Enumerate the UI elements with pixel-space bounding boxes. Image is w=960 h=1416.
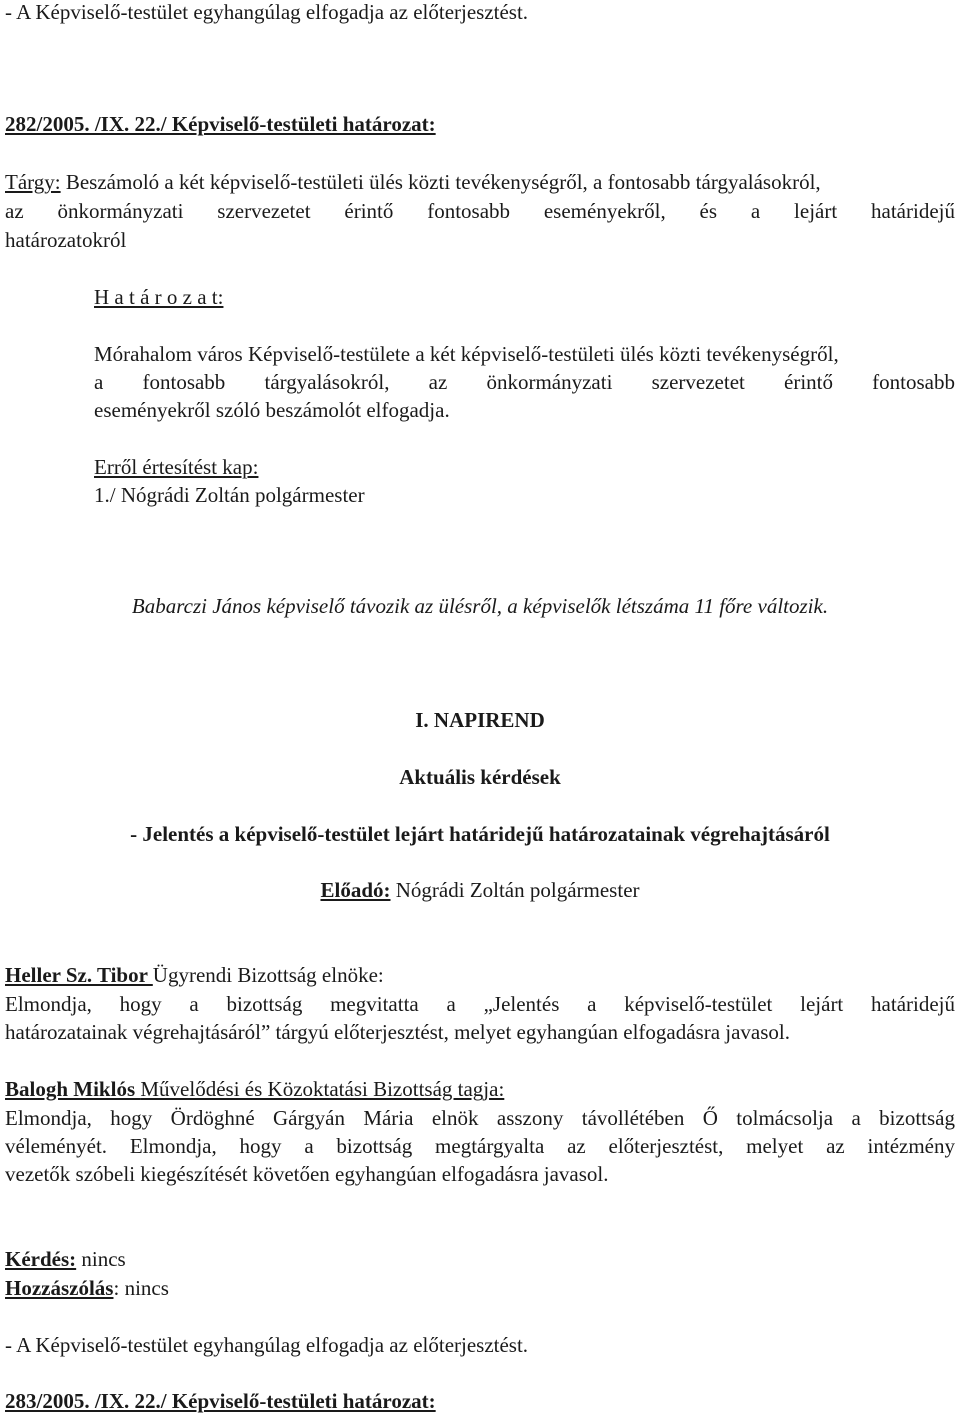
decision-body-line: a fontosabb tárgyalásokról, az önkormányzati szervezetet érintő fontosabb: [94, 370, 955, 394]
subject-line: az önkormányzati szervezetet érintő fontosabb eseményekről, és a lejárt határidejű: [5, 199, 955, 223]
speaker-text-line: vezetők szóbeli kiegészítését követően egyhangúan elfogadásra javasol.: [5, 1162, 609, 1186]
notify-item: 1./ Nógrádi Zoltán polgármester: [94, 483, 365, 507]
speaker-text-line: határozatainak végrehajtásáról” tárgyú előterjesztést, melyet egyhangúan elfogadásra javasol.: [5, 1020, 791, 1044]
presenter-name: Nógrádi Zoltán polgármester: [390, 878, 640, 902]
question-value: nincs: [76, 1247, 126, 1271]
speaker-heading: [5, 961, 955, 989]
agenda-topic: - Jelentés a képviselő-testület lejárt határidejű határozatainak végrehajtásáról: [130, 822, 830, 846]
resolution-number: 282/2005. /IX. 22./ Képviselő-testületi határozat:: [5, 112, 436, 136]
attendance-note: Babarczi János képviselő távozik az ülésről, a képviselők létszáma 11 főre változik.: [131, 594, 829, 618]
subject-label: Tárgy:: [5, 170, 61, 194]
speaker-name: Balogh Miklós: [5, 1077, 141, 1101]
speaker-role: Ügyrendi Bizottság elnöke:: [152, 963, 384, 987]
question-label: Kérdés:: [5, 1247, 77, 1271]
comment-line: [5, 1274, 955, 1302]
notify-label: Erről értesítést kap:: [94, 455, 259, 479]
presenter-label: Előadó:: [320, 878, 391, 902]
subject-text: Beszámoló a két képviselő-testületi ülés közti tevékenységről, a fontosabb tárgyalásokról,: [60, 170, 821, 194]
decision-label: H a t á r o z a t:: [94, 285, 224, 309]
speaker-name: Heller Sz. Tibor: [5, 963, 153, 987]
subject-line: határozatokról: [5, 228, 127, 252]
resolution-number: 283/2005. /IX. 22./ Képviselő-testületi határozat:: [5, 1389, 436, 1413]
agenda-heading: I. NAPIREND: [415, 708, 545, 732]
decision-statement: - A Képviselő-testület egyhangúlag elfogadja az előterjesztést.: [5, 0, 529, 24]
decision-statement: - A Képviselő-testület egyhangúlag elfogadja az előterjesztést.: [5, 1333, 529, 1357]
decision-body-line: eseményekről szóló beszámolót elfogadja.: [94, 398, 450, 422]
presenter-line: [0, 876, 960, 904]
speaker-role: Művelődési és Közoktatási Bizottság tagja:: [140, 1077, 505, 1101]
subject-line: [5, 168, 955, 196]
question-line: [5, 1245, 955, 1273]
speaker-text-line: Elmondja, hogy Ördöghné Gárgyán Mária elnök asszony távollétében Ő tolmácsolja a bizottság: [5, 1106, 955, 1130]
comment-value: : nincs: [113, 1276, 169, 1300]
speaker-heading: [5, 1075, 955, 1103]
speaker-text-line: véleményét. Elmondja, hogy a bizottság megtárgyalta az előterjesztést, melyet az intézmény: [5, 1134, 955, 1158]
agenda-subheading: Aktuális kérdések: [399, 765, 561, 789]
comment-label: Hozzászólás: [5, 1276, 114, 1300]
speaker-text-line: Elmondja, hogy a bizottság megvitatta a „Jelentés a képviselő-testület lejárt határidejű: [5, 992, 955, 1016]
decision-body-line: Mórahalom város Képviselő-testülete a két képviselő-testületi ülés közti tevékenységről,: [94, 342, 839, 366]
